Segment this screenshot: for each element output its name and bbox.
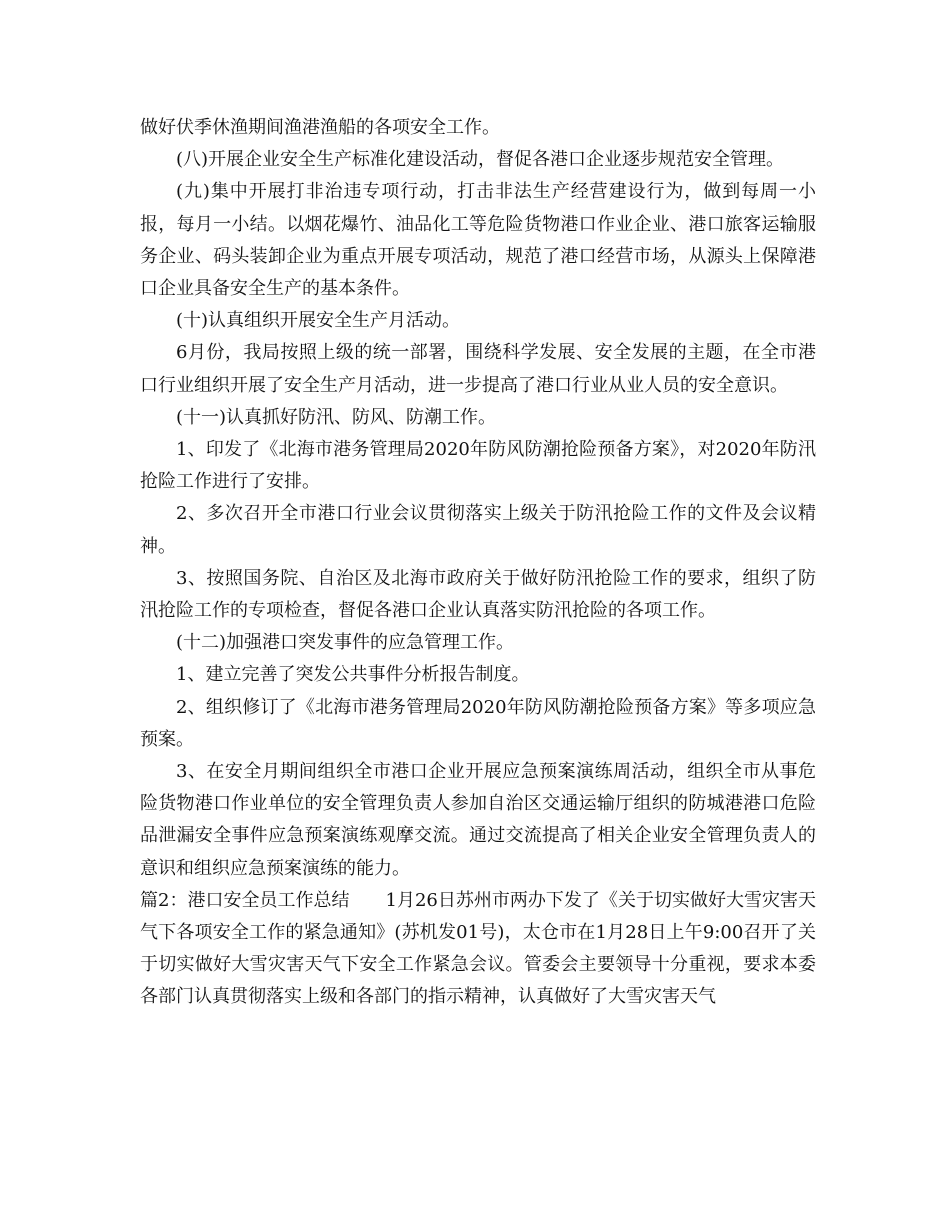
paragraph-13: 3、在安全月期间组织全市港口企业开展应急预案演练周活动，组织全市从事危险货物港口作业单位的安全管理负责人参加自治区交通运输厅组织的防城港港口危险品泄漏安全事件应急预案演练观摩交流。通过交流提高了相关企业安全管理负责人的意识和组织应急预案演练的能力。	[140, 761, 816, 879]
section-gap	[350, 890, 386, 911]
paragraph-1: 做好伏季休渔期间渔港渔船的各项安全工作。	[140, 117, 500, 138]
paragraph-12: 2、组织修订了《北海市港务管理局2020年防风防潮抢险预备方案》等多项应急预案。	[140, 696, 816, 750]
paragraph-3: (九)集中开展打非治违专项行动，打击非法生产经营建设行为，做到每周一小报，每月一小结。以烟花爆竹、油品化工等危险货物港口作业企业、港口旅客运输服务企业、码头装卸企业为重点开展专项活动，规范了港口经营市场，从源头上保障港口企业具备安全生产的基本条件。	[140, 181, 816, 300]
paragraph-8: 2、多次召开全市港口行业会议贯彻落实上级关于防汛抢险工作的文件及会议精神。	[140, 503, 816, 557]
paragraph-7: 1、印发了《北海市港务管理局2020年防风防潮抢险预备方案》，对2020年防汛抢险工作进行了安排。	[140, 439, 816, 493]
document-body	[140, 112, 816, 1014]
paragraph-2: (八)开展企业安全生产标准化建设活动，督促各港口企业逐步规范安全管理。	[176, 149, 785, 171]
paragraph-10: (十二)加强港口突发事件的应急管理工作。	[176, 632, 515, 654]
section-body: 1月26日苏州市两办下发了《关于切实做好大雪灾害天气下各项安全工作的紧急通知》(苏机发01号)，太仓市在1月28日上午9:00召开了关于切实做好大雪灾害天气下安全工作紧急会议。管委会主要领导十分重视，要求本委各部门认真贯彻落实上级和各部门的指示精神，认真做好了大雪灾害天气	[140, 889, 816, 1008]
paragraph-5: 6月份，我局按照上级的统一部署，围绕科学发展、安全发展的主题，在全市港口行业组织开展了安全生产月活动，进一步提高了港口行业从业人员的安全意识。	[140, 342, 816, 396]
section-title: 篇2：港口安全员工作总结	[140, 889, 350, 911]
paragraph-4: (十)认真组织开展安全生产月活动。	[176, 310, 461, 332]
paragraph-11: 1、建立完善了突发公共事件分析报告制度。	[176, 664, 530, 686]
paragraph-6: (十一)认真抓好防汛、防风、防潮工作。	[176, 406, 497, 428]
section-paragraph	[140, 885, 816, 1014]
paragraph-9: 3、按照国务院、自治区及北海市政府关于做好防汛抢险工作的要求，组织了防汛抢险工作的专项检查，督促各港口企业认真落实防汛抢险的各项工作。	[140, 567, 816, 622]
